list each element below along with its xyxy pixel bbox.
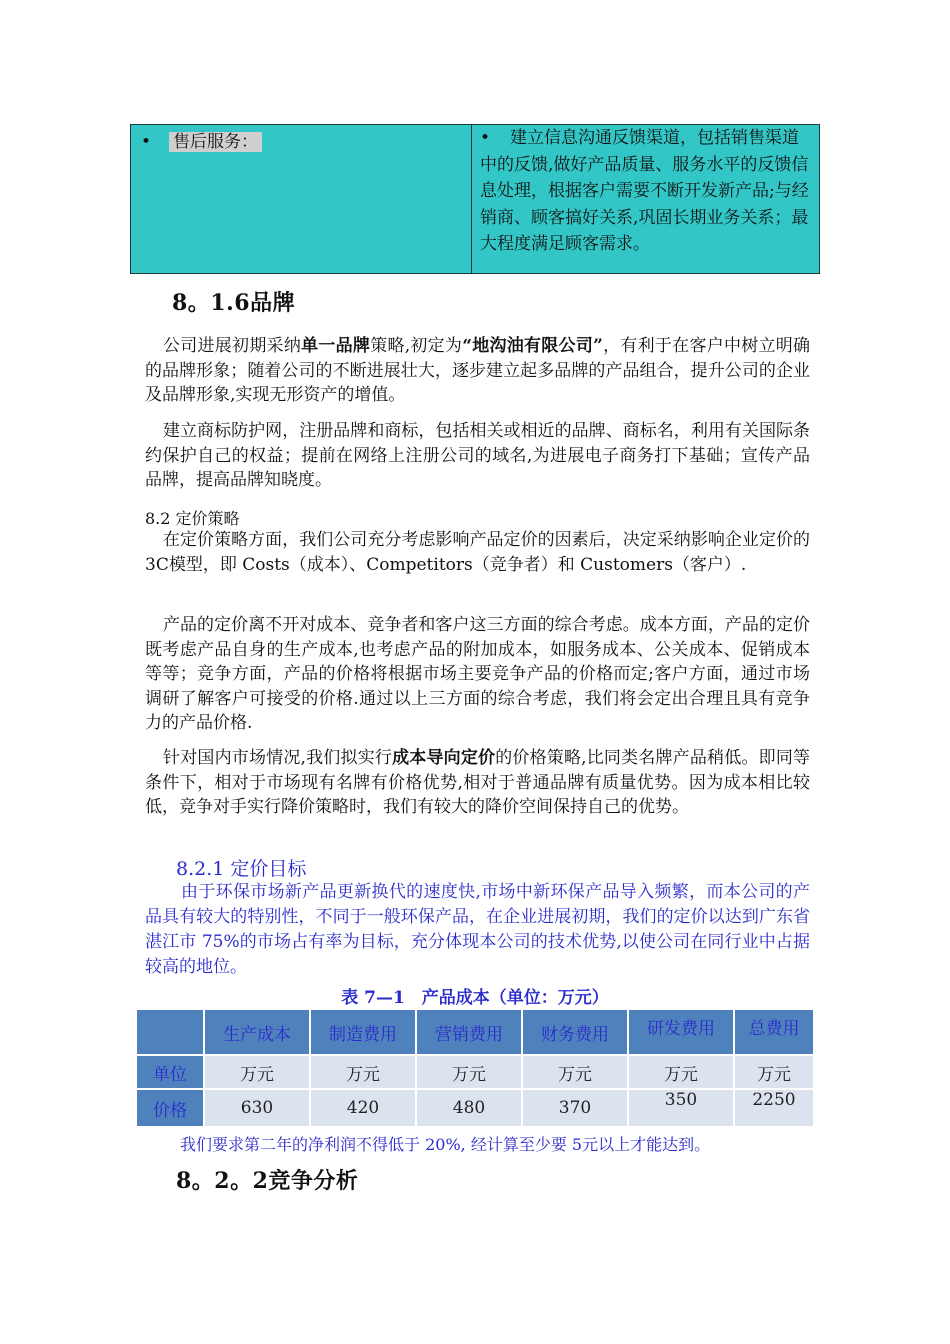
- row-label: 单位: [137, 1056, 203, 1088]
- table-cell: 480: [417, 1090, 521, 1126]
- pricing-paragraph-3: [145, 746, 810, 820]
- column-header: 生产成本: [205, 1010, 309, 1054]
- table-cell: 420: [311, 1090, 415, 1126]
- after-sales-label: 售后服务：: [169, 132, 262, 152]
- brand-paragraph-1: [145, 334, 810, 408]
- table-cell: 370: [523, 1090, 627, 1126]
- table-row-price: [137, 1090, 813, 1126]
- pricing-target-paragraph: 由于环保市场新产品更新换代的速度快,市场中新环保产品导入频繁，而本公司的产品具有较大的特别性，不同于一般环保产品，在企业进展初期，我们的定价以达到广东省湛江市 75%的市场占有率为目标，充分体现本公司的技术优势,以使公司在同行业中占据较高的地位。: [145, 882, 810, 977]
- heading-pricing-target: 8.2.1 定价目标: [176, 858, 307, 880]
- bold-company-name: “地沟油有限公司”: [462, 336, 603, 356]
- pricing-paragraph-2: 产品的定价离不开对成本、竞争者和客户这三方面的综合考虑。成本方面，产品的定价既考虑产品自身的生产成本,也考虑产品的附加成本，如服务成本、公关成本、促销成本等等；竞争方面，产品的价格将根据市场主要竞争产品的价格而定;客户方面，通过市场调研了解客户可接受的价格.通过以上三方面的综合考虑，我们将会定出合理且具有竞争力的产品价格.: [145, 615, 810, 733]
- heading-pricing-strategy: 8.2 定价策略: [145, 509, 240, 528]
- column-header: 制造费用: [311, 1010, 415, 1054]
- table-cell: 万元: [523, 1056, 627, 1088]
- table-cell: 630: [205, 1090, 309, 1126]
- after-sales-description: 建立信息沟通反馈渠道，包括销售渠道中的反馈,做好产品质量、服务水平的反馈信息处理，根据客户需要不断开发新产品;与经销商、顾客搞好关系,巩固长期业务关系；最大程度满足顾客需求。: [480, 128, 809, 254]
- table-cell: 万元: [629, 1056, 733, 1088]
- table-row-unit: [137, 1056, 813, 1088]
- bullet-icon: •: [480, 128, 491, 148]
- bullet-icon: •: [141, 132, 152, 152]
- column-header: 财务费用: [523, 1010, 627, 1054]
- brand-paragraph-2: 建立商标防护网，注册品牌和商标，包括相关或相近的品牌、商标名，利用有关国际条约保护自己的权益；提前在网络上注册公司的域名,为进展电子商务打下基础；宣传产品品牌，提高品牌知晓度。: [145, 421, 810, 490]
- after-sales-label-cell: [131, 125, 472, 274]
- column-header: 研发费用: [629, 1010, 733, 1054]
- table-cell: 万元: [735, 1056, 813, 1088]
- bold-term: 单一品牌: [301, 336, 371, 356]
- table-cell: 万元: [417, 1056, 521, 1088]
- heading-brand: 8。1.6品牌: [172, 290, 296, 316]
- text-span: 策略,初定为: [370, 336, 463, 356]
- table-cell: 万元: [311, 1056, 415, 1088]
- product-cost-table: [135, 1008, 815, 1128]
- after-sales-desc-cell: [472, 125, 820, 274]
- heading-competition-analysis: 8。2。2竞争分析: [176, 1168, 359, 1194]
- table-caption: 表 7—1 产品成本（单位：万元）: [341, 988, 609, 1008]
- after-sales-table: [130, 124, 820, 274]
- table-cell: 350: [629, 1090, 733, 1126]
- text-span: 的价格策略,比同类名牌产品稍低。即同等条件下，相对于市场现有名牌有价格优势,相对于普通品牌有质量优势。因为成本相比较低，竞争对手实行降价策略时，我们有较大的降价空间保持自己的优势。: [145, 748, 811, 817]
- text-span: 公司进展初期采纳: [163, 336, 302, 356]
- row-label: 价格: [137, 1090, 203, 1126]
- table-corner-cell: [137, 1010, 203, 1054]
- column-header: 营销费用: [417, 1010, 521, 1054]
- text-span: 针对国内市场情况,我们拟实行: [163, 748, 393, 768]
- profit-requirement-note: 我们要求第二年的净利润不得低于 20%, 经计算至少要 5元以上才能达到。: [180, 1135, 711, 1154]
- column-header: 总费用: [735, 1010, 813, 1054]
- pricing-paragraph-1: 在定价策略方面，我们公司充分考虑影响产品定价的因素后，决定采纳影响企业定价的3C模型，即 Costs（成本）、Competitors（竞争者）和 Customers（客户）.: [145, 530, 810, 575]
- bold-term: 成本导向定价: [392, 748, 496, 768]
- table-header-row: [137, 1010, 813, 1054]
- table-cell: 2250: [735, 1090, 813, 1126]
- table-cell: 万元: [205, 1056, 309, 1088]
- text-span: ，有利于在客户中树立明确的品牌形象；随着公司的不断进展壮大，逐步建立起多品牌的产品组合，提升公司的企业及品牌形象,实现无形资产的增值。: [145, 336, 811, 405]
